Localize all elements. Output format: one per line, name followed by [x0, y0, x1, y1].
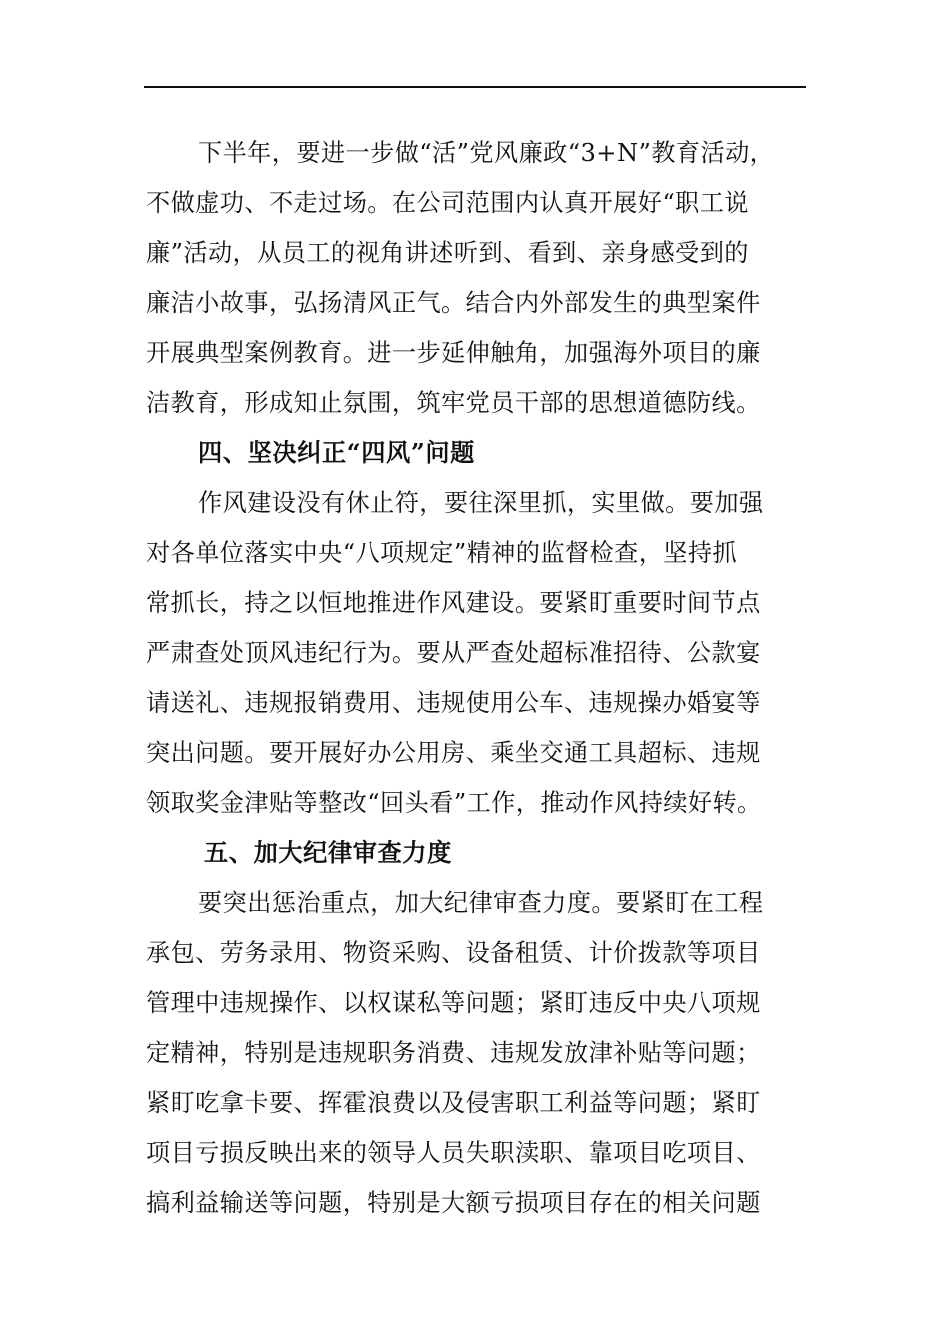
section-heading-5: 五、加大纪律审查力度: [204, 838, 452, 867]
paragraph-line: 开展典型案例教育。进一步延伸触角，加强海外项目的廉: [146, 339, 761, 367]
paragraph-3: [146, 878, 808, 1228]
paragraph-line: 下半年，要进一步做“活”党风廉政“3+N”教育活动，: [198, 139, 775, 167]
paragraph-line: 廉洁小故事，弘扬清风正气。结合内外部发生的典型案件: [146, 289, 761, 317]
paragraph-line: 对各单位落实中央“八项规定”精神的监督检查，坚持抓: [146, 539, 738, 567]
paragraph-1: [146, 128, 808, 428]
paragraph-line: 廉”活动，从员工的视角讲述听到、看到、亲身感受到的: [146, 239, 749, 267]
paragraph-line: 项目亏损反映出来的领导人员失职渎职、靠项目吃项目、: [146, 1139, 761, 1167]
paragraph-line: 紧盯吃拿卡要、挥霍浪费以及侵害职工利益等问题；紧盯: [146, 1089, 761, 1117]
paragraph-line: 定精神，特别是违规职务消费、违规发放津补贴等问题；: [146, 1039, 761, 1067]
paragraph-line: 常抓长，持之以恒地推进作风建设。要紧盯重要时间节点: [146, 589, 761, 617]
document-body: [146, 128, 808, 1228]
paragraph-line: 管理中违规操作、以权谋私等问题；紧盯违反中央八项规: [146, 989, 761, 1017]
paragraph-line: 作风建设没有休止符，要往深里抓，实里做。要加强: [198, 489, 764, 517]
paragraph-2: [146, 478, 808, 828]
paragraph-line: 突出问题。要开展好办公用房、乘坐交通工具超标、违规: [146, 739, 761, 767]
paragraph-line: 不做虚功、不走过场。在公司范围内认真开展好“职工说: [146, 189, 749, 217]
paragraph-line: 领取奖金津贴等整改“回头看”工作，推动作风持续好转。: [146, 789, 762, 817]
paragraph-line: 请送礼、违规报销费用、违规使用公车、违规操办婚宴等: [146, 689, 761, 717]
paragraph-line: 承包、劳务录用、物资采购、设备租赁、计价拨款等项目: [146, 939, 761, 967]
paragraph-line: 搞利益输送等问题，特别是大额亏损项目存在的相关问题: [146, 1189, 761, 1217]
section-heading-4: 四、坚决纠正“四风”问题: [198, 438, 475, 467]
paragraph-line: 洁教育，形成知止氛围，筑牢党员干部的思想道德防线。: [146, 389, 761, 417]
paragraph-line: 要突出惩治重点，加大纪律审查力度。要紧盯在工程: [198, 889, 764, 917]
paragraph-line: 严肃查处顶风违纪行为。要从严查处超标准招待、公款宴: [146, 639, 761, 667]
header-rule: [144, 86, 806, 88]
